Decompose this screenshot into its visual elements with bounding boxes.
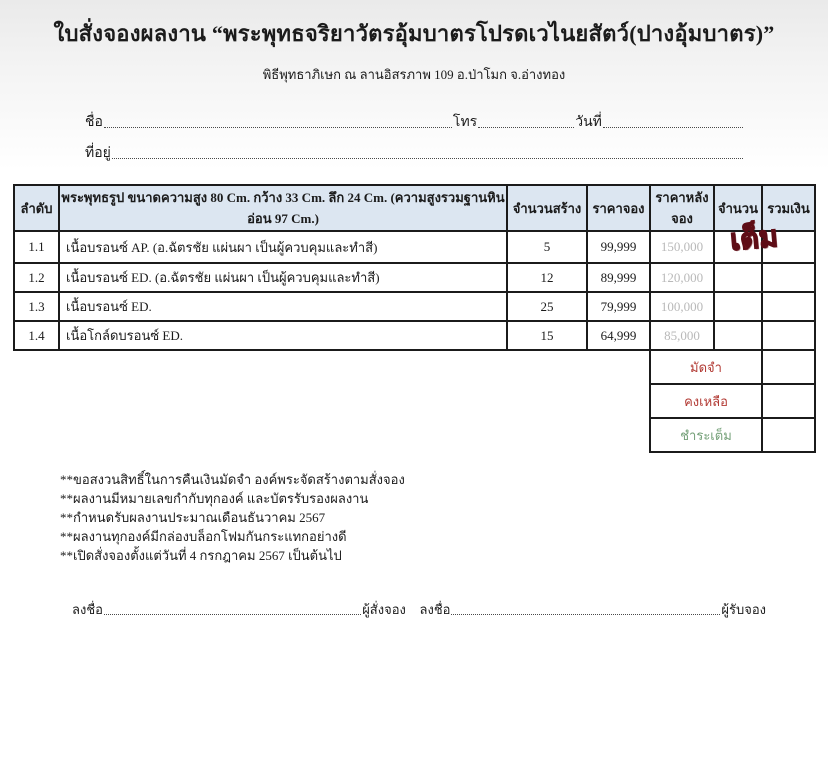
order-table-area <box>13 184 814 453</box>
row-after-price: 120,000 <box>650 263 714 292</box>
form-line-name-phone-date <box>85 115 744 131</box>
deposit-label: มัดจำ <box>650 350 762 384</box>
row-description: เนื้อบรอนซ์ ED. (อ.ฉัตรชัย แผ่นผา เป็นผู้ควบคุมและทำสี) <box>59 263 507 292</box>
row-no: 1.1 <box>14 231 59 263</box>
col-header-after-price: ราคาหลังจอง <box>650 185 714 231</box>
summary-row-deposit <box>650 350 815 384</box>
row-built-qty: 15 <box>507 321 587 350</box>
address-label: ที่อยู่ <box>85 146 111 162</box>
phone-label: โทร <box>452 115 478 130</box>
page-title: ใบสั่งจองผลงาน “พระพุทธจริยาวัตรอุ้มบาตรโปรดเวไนยสัตว์(ปางอุ้มบาตร)” <box>53 21 775 46</box>
row-built-qty: 25 <box>507 292 587 321</box>
sign-label-receiver: ลงชื่อ <box>419 602 451 618</box>
row-description: เนื้อบรอนซ์ AP. (อ.ฉัตรชัย แผ่นผา เป็นผู้ควบคุมและทำสี) <box>59 231 507 263</box>
row-no: 1.4 <box>14 321 59 350</box>
sign-label-orderer: ลงชื่อ <box>72 602 103 618</box>
row-no: 1.3 <box>14 292 59 321</box>
row-total-cell <box>762 321 815 350</box>
footnote: **ขอสงวนสิทธิ์ในการคืนเงินมัดจำ องค์พระจัดสร้างตามสั่งจอง <box>60 472 405 488</box>
col-header-no: ลำดับ <box>14 185 59 231</box>
row-total-cell <box>762 292 815 321</box>
table-row <box>14 231 815 263</box>
table-row <box>14 321 815 350</box>
page-subtitle: พิธีพุทธาภิเษก ณ ลานอิสรภาพ 109 อ.ป่าโมก จ.อ่างทอง <box>262 67 566 82</box>
date-label: วันที่ <box>575 115 602 130</box>
date-field-line <box>603 127 743 128</box>
row-description: เนื้อโกล์ดบรอนซ์ ED. <box>59 321 507 350</box>
row-qty-cell <box>714 321 762 350</box>
row-built-qty: 12 <box>507 263 587 292</box>
row-booking-price: 89,999 <box>587 263 650 292</box>
row-built-qty: 5 <box>507 231 587 263</box>
row-booking-price: 99,999 <box>587 231 650 263</box>
row-qty-cell <box>714 292 762 321</box>
paid-full-label: ชำระเต็ม <box>650 418 762 452</box>
row-after-price: 85,000 <box>650 321 714 350</box>
balance-label: คงเหลือ <box>650 384 762 418</box>
col-header-description: พระพุทธรูป ขนาดความสูง 80 Cm. กว้าง 33 Cm. ลึก 24 Cm. (ความสูงรวมฐานหินอ่อน 97 Cm.) <box>59 185 507 231</box>
col-header-booking-price: ราคาจอง <box>587 185 650 231</box>
footnote: **เปิดสั่งจองตั้งแต่วันที่ 4 กรกฎาคม 2567 เป็นต้นไป <box>60 548 342 564</box>
receiver-signature-line <box>451 614 720 615</box>
orderer-signature-line <box>104 614 361 615</box>
row-booking-price: 64,999 <box>587 321 650 350</box>
name-label: ชื่อ <box>85 115 103 130</box>
customer-form <box>85 115 744 162</box>
balance-value-cell <box>762 384 815 418</box>
orderer-label: ผู้สั่งจอง <box>362 602 406 618</box>
footnote: **กำหนดรับผลงานประมาณเดือนธันวาคม 2567 <box>60 510 326 526</box>
footnotes <box>60 473 828 563</box>
name-field-line <box>104 127 452 128</box>
col-header-qty: จำนวน <box>714 185 762 231</box>
form-line-address <box>85 146 744 162</box>
deposit-value-cell <box>762 350 815 384</box>
row-description: เนื้อบรอนซ์ ED. <box>59 292 507 321</box>
col-header-built-qty: จำนวนสร้าง <box>507 185 587 231</box>
signature-row <box>72 603 766 618</box>
table-row <box>14 292 815 321</box>
table-row <box>14 263 815 292</box>
address-field-line <box>112 158 743 159</box>
receiver-label: ผู้รับจอง <box>721 602 766 618</box>
col-header-total: รวมเงิน <box>762 185 815 231</box>
payment-summary-table <box>649 349 816 453</box>
row-no: 1.2 <box>14 263 59 292</box>
row-total-cell <box>762 263 815 292</box>
footnote: **ผลงานมีหมายเลขกำกับทุกองค์ และบัตรรับรองผลงาน <box>60 491 369 507</box>
summary-row-paid-full <box>650 418 815 452</box>
row-booking-price: 79,999 <box>587 292 650 321</box>
sold-out-stamp: เต็ม <box>728 219 780 258</box>
row-after-price: 100,000 <box>650 292 714 321</box>
order-table <box>13 184 816 351</box>
row-qty-cell <box>714 263 762 292</box>
summary-row-balance <box>650 384 815 418</box>
paid-full-value-cell <box>762 418 815 452</box>
footnote: **ผลงานทุกองค์มีกล่องบล็อกโฟมกันกระแทกอย่างดี <box>60 529 347 545</box>
phone-field-line <box>478 127 574 128</box>
row-total-cell <box>762 231 815 263</box>
row-after-price: 150,000 <box>650 231 714 263</box>
table-header-row <box>14 185 815 231</box>
row-qty-cell <box>714 231 762 263</box>
